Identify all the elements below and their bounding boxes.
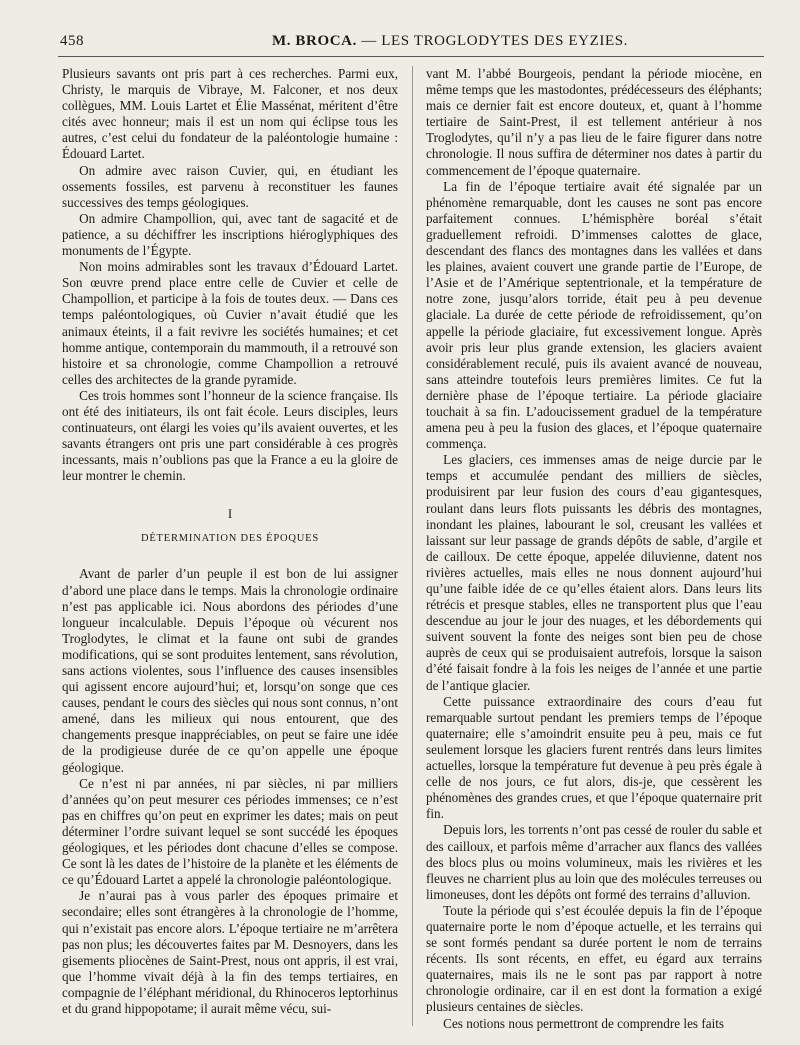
section-heading (62, 506, 398, 546)
running-title (240, 33, 660, 50)
paragraph: Depuis lors, les torrents n’ont pas cessé de rouler du sable et des cailloux, et parfois même d’arracher aux flancs des vallées des blocs plus ou moins volumineux, mais les rivières et les fleuves ne charrient plus au loin que des molécules terreuses ou limoneuses, dont les dépôts ont formé des terrains d’alluvion. (426, 822, 762, 902)
running-title-text: LES TROGLODYTES DES EYZIES. (381, 33, 629, 49)
paragraph: La fin de l’époque tertiaire avait été signalée par un phénomène remarquable, dont les causes ne sont pas encore parfaitement connues. L’hémisphère boréal s’était graduellement refroidi. D’immenses calottes de glace, descendant des flancs des montagnes dans les vallées et dans les plaines, avaient couvert une grande partie de l’Europe, de l’Asie et de l’Amérique septentrionale, et la température de notre zone, jusqu’alors torride, était peu à peu devenue glaciale. La durée de cette période de refroidissement, qu’on appelle la période glaciaire, fut excessivement longue. Après avoir pris leur plus grande extension, les glaciers avaient considérablement reculé, puis ils avaient avancé de nouveau, sans atteindre toutefois leurs premières limites. Ce fut la dernière phase de l’époque tertiaire. La période glaciaire touchait à sa fin. L’adoucissement graduel de la température amena peu à peu la fusion des glaces, et l’époque quaternaire commença. (426, 178, 762, 452)
paragraph: Plusieurs savants ont pris part à ces recherches. Parmi eux, Christy, le marquis de Vibraye, M. Falconer, et nos deux collègues, MM. Louis Lartet et Élie Massénat, méritent d’être cités avec honneur; mais il est un nom qui éclipse tous les autres, c’est celui du fondateur de la paléontologie humaine : Édouard Lartet. (62, 66, 398, 162)
header-rule (58, 56, 764, 57)
running-title-author: M. BROCA. (271, 33, 357, 49)
section-numeral: I (227, 506, 233, 522)
page-header (60, 33, 760, 55)
paragraph: Avant de parler d’un peuple il est bon de lui assigner d’abord une place dans le temps. Mais la chronologie ordinaire n’est pas applicable ici. Nous abordons des périodes d’une longueur incalculable. Depuis l’époque où vécurent nos Troglodytes, le climat et la faune ont subi de grandes modifications, qui se sont produites lentement, sans révolution, sans actions violentes, sous l’influence des causes insensibles qui agissent encore aujourd’hui; et, lorsqu’on songe que ces causes, pendant le cours des siècles qui nous sont connus, n’ont amené, dans les milieux qui nous entourent, que des changements presque inappréciables, on peut se faire une idée de la prodigieuse durée de ce qu’on appelle une époque géologique. (62, 566, 398, 775)
paragraph: Ce n’est ni par années, ni par siècles, ni par milliers d’années qu’on peut mesurer ces périodes immenses; ce n’est pas en chiffres qu’on peut en exprimer les dates; mais on peut déterminer l’ordre suivant lequel se sont succédé les époques géologiques, et les périodes dont chacune d’elles se compose. Ce sont là les dates de l’histoire de la planète et les éléments de ce qu’Édouard Lartet a appelé la chronologie paléontologique. (62, 775, 398, 888)
paragraph: Ces trois hommes sont l’honneur de la science française. Ils ont été des initiateurs, ils ont fait école. Leurs disciples, leurs continuateurs, ont élargi les voies qu’ils avaient ouvertes, et les savants étrangers ont pris une part considérable à ces progrès incessants, mais n’oublions pas que la France a eu la gloire de leur montrer le chemin. (62, 387, 398, 484)
paragraph: Ces notions nous permettront de comprendre les faits (443, 1015, 725, 1031)
paragraph: Cette puissance extraordinaire des cours d’eau fut remarquable surtout pendant les premiers temps de l’époque quaternaire; elle s’amoindrit ensuite peu à peu, mais ce fut seulement lorsque les glaciers furent rentrés dans leurs limites actuelles, lorsque la température fut devenue à peu près égale à celle de nos jours, ce fut alors, dis-je, que cessèrent les phénomènes des grandes crues, et que l’époque quaternaire prit fin. (426, 693, 762, 822)
page-number: 458 (60, 33, 84, 49)
paragraph: On admire avec raison Cuvier, qui, en étudiant les ossements fossiles, est parvenu à reconstituer les faunes successives des temps géologiques. (62, 162, 398, 210)
paragraph: Toute la période qui s’est écoulée depuis la fin de l’époque quaternaire porte le nom d’époque actuelle, et les terrains qui se sont formés pendant sa durée portent le nom de terrains récents. Ils sont récents, en effet, eu égard aux terrains quaternaires, mais ils ne le sont pas par rapport à notre chronologie ordinaire, car il en est dont la formation a exigé plusieurs centaines de siècles. (426, 902, 762, 1015)
section-title: DÉTERMINATION DES ÉPOQUES (140, 533, 320, 545)
right-column (426, 66, 762, 1032)
paragraph: On admire Champollion, qui, avec tant de sagacité et de patience, a su déchiffrer les inscriptions hiéroglyphiques des monuments de l’Égypte. (62, 210, 398, 259)
paragraph: vant M. l’abbé Bourgeois, pendant la période miocène, en même temps que les mastodontes, prédécesseurs des éléphants; mais ce dernier fait est encore douteux, et, quant à l’homme tertiaire de Saint-Prest, il est tellement antérieur à nos Troglodytes, qu’il n’y a pas lieu de le faire figurer dans notre chronologie. Il nous suffira de déterminer nos dates à partir du commencement de l’époque quaternaire. (426, 66, 762, 178)
left-column (62, 66, 398, 1017)
paragraph: Les glaciers, ces immenses amas de neige durcie par le temps et accumulée pendant des milliers de siècles, produisirent par leur fusion des cours d’eau gigantesques, roulant dans leurs flots puissants les débris des montagnes, inondant les plaines, labourant le sol, creusant les vallées et laissant sur leur passage de grands dépôts de sable, d’argile et de cailloux. De cette époque, appelée diluvienne, datent nos rivières actuelles, mais elles ne nous donnent aujourd’hui qu’une faible idée de ce qu’elles étaient alors. Dans leurs lits rétrécis et presque stables, elles ne transportent plus que l’eau descendue au jour le jour des nuages, et les débordements qui suivent souvent la fonte des neiges sont bien peu de chose auprès de ceux qui se produisaient autrefois, lorsque la saison d’été faisait fondre à la fois les neiges de l’année et une partie de l’antique glacier. (426, 452, 762, 693)
column-divider (412, 66, 413, 1026)
paragraph: Je n’aurai pas à vous parler des époques primaire et secondaire; elles sont étrangères à la chronologie de l’homme, qui n’existait pas encore alors. L’époque tertiaire ne m’arrêtera pas non plus; les découvertes faites par M. Desnoyers, dans les gisements pliocènes de Saint-Prest, nous ont appris, il est vrai, que l’homme vivait déjà à la fin des temps tertiaires, en compagnie de l’éléphant méridional, du Rhinoceros leptorhinus et du grand hippopotame; il aurait même vécu, sui- (62, 888, 398, 1016)
running-title-separator: — (356, 33, 382, 49)
paragraph: Non moins admirables sont les travaux d’Édouard Lartet. Son œuvre prend place entre celle de Cuvier et celle de Champollion, et participe à la fois de toutes deux. — Dans ces temps paléontologiques, où Cuvier n’avait étudié que les animaux éteints, il a fait revivre les sociétés humaines; et cet homme antique, contemporain du mammouth, il a retrouvé son histoire et sa chronologie, comme Champollion a retrouvé celles des architectes de la grande pyramide. (62, 259, 398, 387)
